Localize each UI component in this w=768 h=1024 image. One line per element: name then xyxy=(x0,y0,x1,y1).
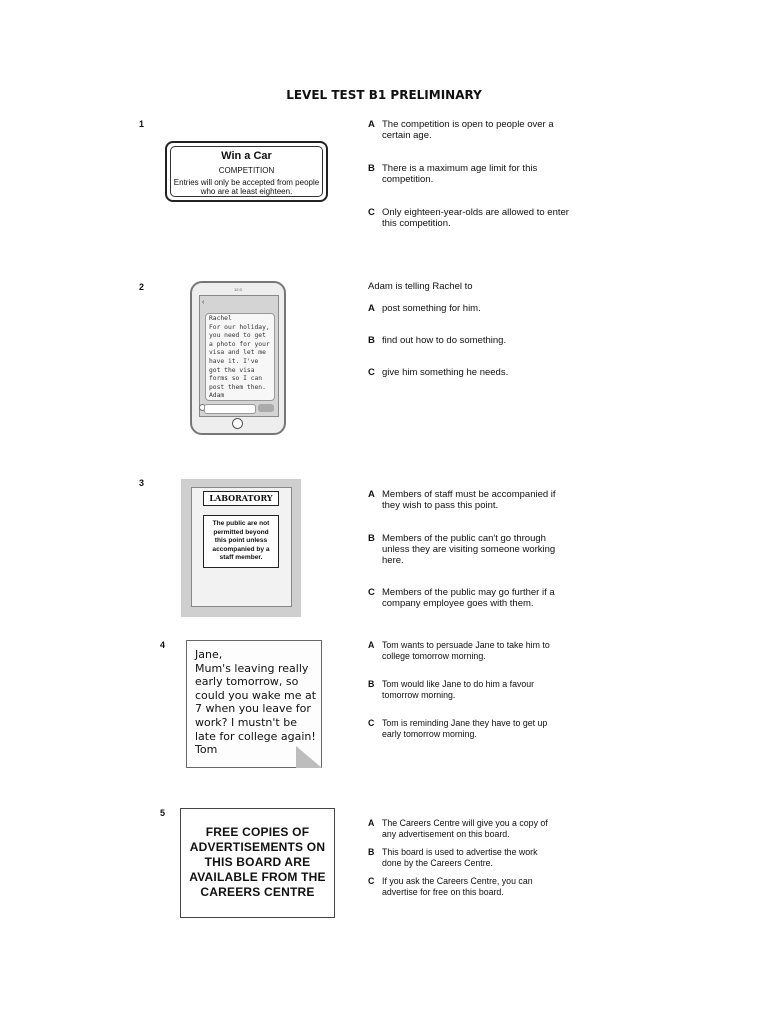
question-number-2: 2 xyxy=(139,282,145,292)
message-input-bar xyxy=(204,404,256,414)
question-number-5: 5 xyxy=(160,808,166,818)
question-number-1: 1 xyxy=(139,119,145,129)
sign-plate xyxy=(191,487,292,607)
back-arrow-icon: ‹ xyxy=(202,299,205,306)
phone-screen xyxy=(199,295,279,417)
page-curl-icon xyxy=(296,746,322,768)
phone-message-image xyxy=(190,281,286,435)
notice-text: FREE COPIES OF ADVERTISEMENTS ON THIS BOARD ARE AVAILABLE FROM THE CAREERS CENTRE xyxy=(189,825,326,899)
message-text: Rachel For our holiday, you need to get a photo for your visa and let me have it. I've got the visa forms so I can post them then. Adam xyxy=(209,315,270,400)
handwritten-note xyxy=(186,640,322,768)
note-text: Jane, Mum's leaving really early tomorrow, so could you wake me at 7 when you leave for work? I mustn't be late for college again! Tom xyxy=(195,648,317,757)
q2-stem: Adam is telling Rachel to xyxy=(368,281,473,292)
sign-body: The public are not permitted beyond this point unless accompanied by a staff member. xyxy=(203,515,279,568)
home-button-icon xyxy=(232,418,243,429)
sign-body: Entries will only be accepted from people who are at least eighteen. xyxy=(173,178,320,196)
careers-centre-notice xyxy=(180,808,335,918)
message-bubble xyxy=(205,313,275,401)
laboratory-sign xyxy=(181,479,301,617)
sign-heading: LABORATORY xyxy=(203,491,279,506)
question-number-3: 3 xyxy=(139,478,145,488)
sign-heading: Win a Car xyxy=(221,150,272,162)
question-number-4: 4 xyxy=(160,640,166,650)
sign-subheading: COMPETITION xyxy=(218,166,275,175)
win-a-car-sign xyxy=(165,141,328,202)
send-button xyxy=(258,404,274,412)
page-title: LEVEL TEST B1 PRELIMINARY xyxy=(286,88,482,102)
phone-status-bar: 12:3 xyxy=(234,287,242,292)
